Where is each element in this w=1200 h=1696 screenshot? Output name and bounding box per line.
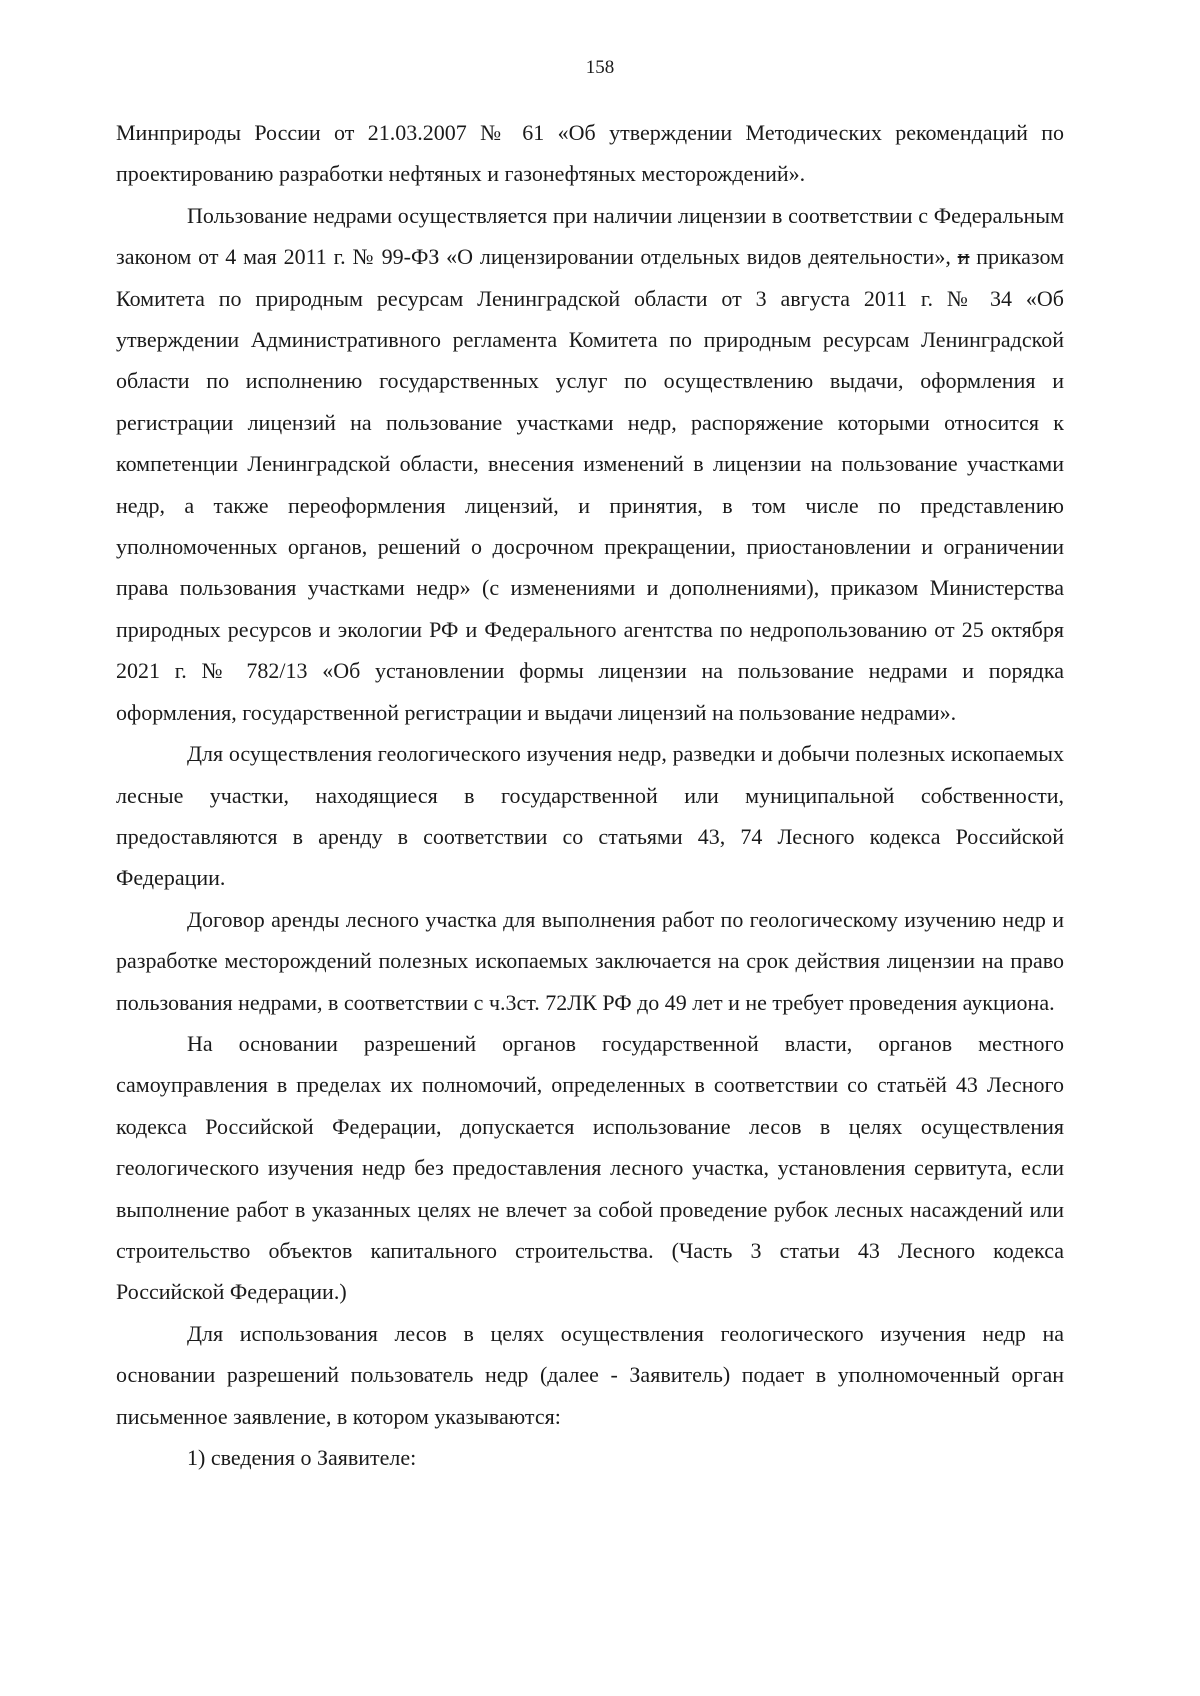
paragraph-licensing-text-end: приказом Комитета по природным ресурсам Ленинградской области от 3 августа 2011 г. № 34 «Об утверждении Административного регламента Комитета по природным ресурсам Ленинградской области по исполнению государственных услуг по осуществлению выдачи, оформления и регистрации лицензий на пользование участками недр, распоряжение которыми относится к компетенции Ленинградской области, внесения изменений в лицензии на пользование участками недр, а также переоформления лицензий, и принятия, в том числе по представлению уполномоченных органов, решений о досрочном прекращении, приостановлении и ограничении права пользования участками недр» (с изменениями и дополнениями), приказом Министерства природных ресурсов и экологии РФ и Федерального агентства по недропользованию от 25 октября 2021 г. № 782/13 «Об установлении формы лицензии на пользование недрами и порядка оформления, государственной регистрации и выдачи лицензий на пользование недрами». xyxy=(116,244,1064,725)
page-number: 158 xyxy=(585,57,615,78)
paragraph-methodical-recommendations: Минприроды России от 21.03.2007 № 61 «Об утверждении Методических рекомендаций по проектированию разработки нефтяных и газонефтяных месторождений». xyxy=(116,120,1064,187)
struck-conjunction: и xyxy=(957,244,970,270)
paragraph-lease-agreement: Договор аренды лесного участка для выполнения работ по геологическому изучению недр и разработке месторождений полезных ископаемых заключается на срок действия лицензии на право пользования недрами, в соответствии с ч.3ст. 72ЛК РФ до 49 лет и не требует проведения аукциона. xyxy=(116,906,1064,1015)
paragraph-forest-lease: Для осуществления геологического изучения недр, разведки и добычи полезных ископаемых лесные участки, находящиеся в государственной или муниципальной собственности, предоставляются в аренду в соответствии со статьями 43, 74 Лесного кодекса Российской Федерации. xyxy=(116,741,1064,891)
document-body xyxy=(116,112,1064,1478)
paragraph-licensing-text-start: Пользование недрами осуществляется при наличии лицензии в соответствии с Федеральным законом от 4 мая 2011 г. № 99-ФЗ «О лицензировании отдельных видов деятельности», xyxy=(116,202,1064,270)
paragraph-application: Для использования лесов в целях осуществления геологического изучения недр на основании разрешений пользователь недр (далее - Заявитель) подает в уполномоченный орган письменное заявление, в котором указываются: xyxy=(116,1320,1064,1429)
list-item-applicant-info: 1) сведения о Заявителе: xyxy=(187,1445,417,1470)
paragraph-licensing xyxy=(116,195,1064,733)
paragraph-permits: На основании разрешений органов государственной власти, органов местного самоуправления в пределах их полномочий, определенных в соответствии со статьёй 43 Лесного кодекса Российской Федерации, допускается использование лесов в целях осуществления геологического изучения недр без предоставления лесного участка, установления сервитута, если выполнение работ в указанных целях не влечет за собой проведение рубок лесных насаждений или строительство объектов капитального строительства. (Часть 3 статьи 43 Лесного кодекса Российской Федерации.) xyxy=(116,1030,1064,1305)
